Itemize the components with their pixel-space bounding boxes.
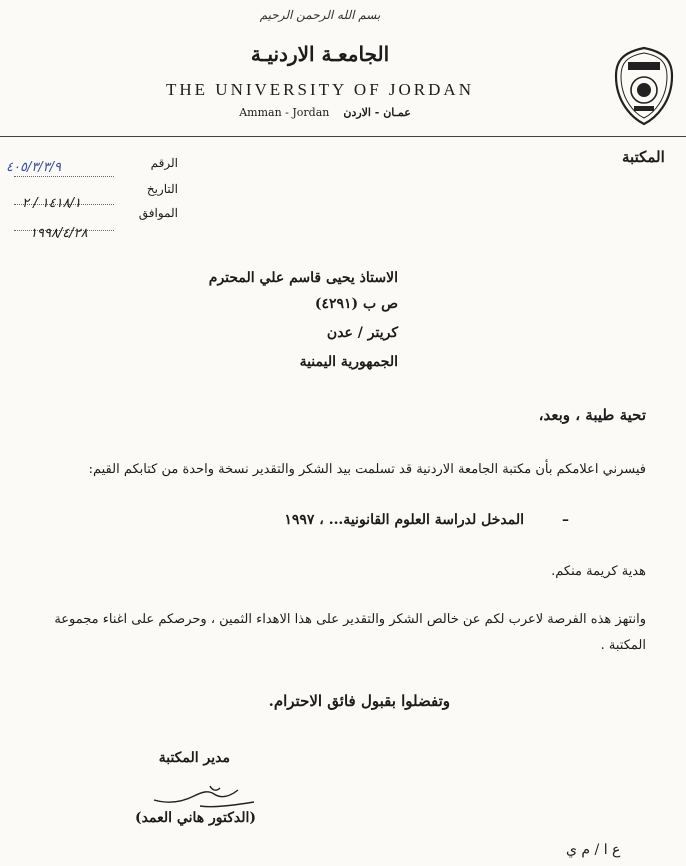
book-dash: – [562, 512, 569, 528]
signatory-title: مدير المكتبة [158, 750, 230, 766]
greeting: تحية طيبة ، وبعد، [538, 406, 646, 424]
date-value: ١٤١٨/١ / ٢ [22, 196, 81, 211]
university-name-arabic: الجامعـة الاردنيـة [250, 42, 390, 66]
recipient-pobox: ص ب (٤٢٩١) [314, 296, 398, 312]
city-english: Amman - Jordan [239, 106, 330, 119]
handwritten-signature [150, 776, 260, 812]
letterhead-rule [0, 136, 686, 137]
corresp-label: الموافق [138, 206, 178, 220]
city-line [225, 106, 425, 119]
paragraph-intro: فيسرني اعلامكم بأن مكتبة الجامعة الاردنية قد تسلمت بيد الشكر والتقدير نسخة واحدة من كتابكم القيم: [88, 462, 646, 477]
closing-line: وتفضلوا بقبول فائق الاحترام. [268, 692, 450, 710]
recipient-country: الجمهورية اليمنية [299, 354, 398, 370]
ref-label: الرقم [150, 156, 178, 170]
signatory-name: (الدكتور هاني العمد) [135, 810, 256, 826]
recipient-city: كريتر / عدن [326, 325, 398, 341]
city-arabic: عمـان - الاردن [343, 106, 411, 119]
ref-value: ٤٠٥/٣/٣/٩ [6, 160, 62, 175]
department-name: المكتبة [622, 148, 665, 166]
paragraph-thanks-line2: المكتبة . [600, 638, 646, 653]
book-title: المدخل لدراسة العلوم القانونية... ، ١٩٩٧ [284, 512, 524, 528]
gift-line: هدية كريمة منكم. [551, 564, 646, 579]
document-code: ع ا / م ي [566, 842, 621, 858]
date-label: التاريخ [146, 182, 178, 196]
university-seal-logo [612, 46, 676, 126]
basmala: بسم الله الرحمن الرحيم [259, 8, 381, 22]
recipient-name: الاستاذ يحيى قاسم علي المحترم [208, 270, 398, 286]
paragraph-thanks-line1: وانتهز هذه الفرصة لاعرب لكم عن خالص الشكر والتقدير على هذا الاهداء الثمين ، وحرصكم على اغناء مجموعة [54, 612, 646, 627]
corresp-value: ١٩٩٨/٤/٢٨ [30, 226, 88, 241]
university-name-english: THE UNIVERSITY OF JORDAN [166, 80, 474, 99]
